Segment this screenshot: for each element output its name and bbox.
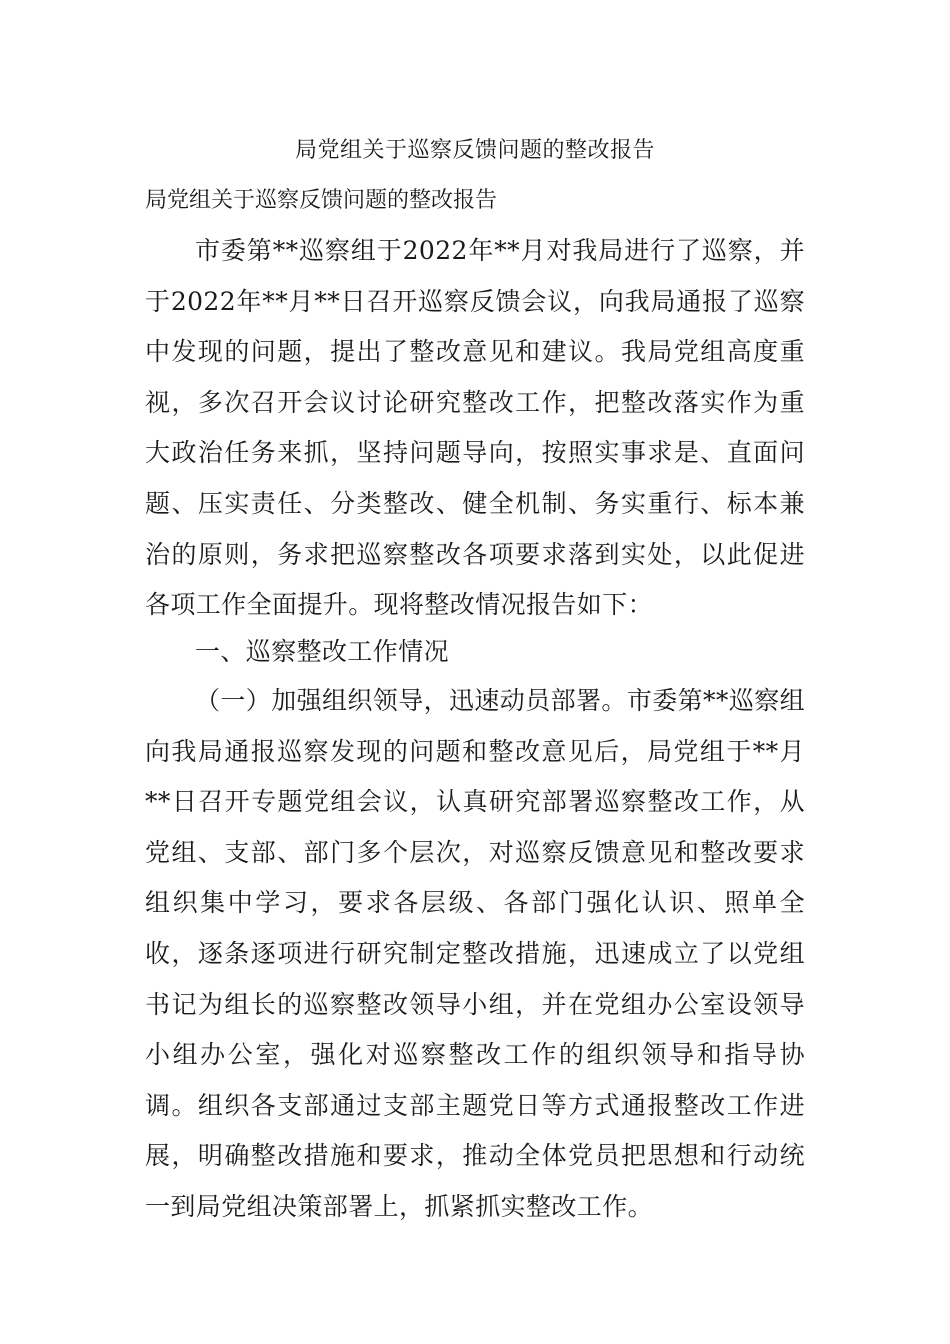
intro-paragraph: 市委第**巡察组于2022年**月对我局进行了巡察，并于2022年**月**日召开巡察反馈会议，向我局通报了巡察中发现的问题，提出了整改意见和建议。我局党组高度重视，多次召开会议讨论研究整改工作，把整改落实作为重大政治任务来抓，坚持问题导向，按照实事求是、直面问题、压实责任、分类整改、健全机制、务实重行、标本兼治的原则，务求把巡察整改各项要求落到实处，以此促进各项工作全面提升。现将整改情况报告如下： bbox=[145, 236, 805, 620]
section-heading: 一、巡察整改工作情况 bbox=[195, 637, 450, 666]
subsection-1-paragraph bbox=[145, 676, 805, 1233]
subsection-1-body: 市委第**巡察组向我局通报巡察发现的问题和整改意见后，局党组于**月**日召开专题党组会议，认真研究部署巡察整改工作，从党组、支部、部门多个层次，对巡察反馈意见和整改要求组织集中学习，要求各层级、各部门强化认识、照单全收，逐条逐项进行研究制定整改措施，迅速成立了以党组书记为组长的巡察整改领导小组，并在党组办公室设领导小组办公室，强化对巡察整改工作的组织领导和指导协调。组织各支部通过支部主题党日等方式通报整改工作进展，明确整改措施和要求，推动全体党员把思想和行动统一到局党组决策部署上，抓紧抓实整改工作。 bbox=[145, 686, 806, 1221]
document-title: 局党组关于巡察反馈问题的整改报告 bbox=[294, 138, 655, 163]
subsection-1-lead: （一）加强组织领导，迅速动员部署。 bbox=[195, 686, 627, 715]
document-subtitle: 局党组关于巡察反馈问题的整改报告 bbox=[145, 188, 498, 213]
